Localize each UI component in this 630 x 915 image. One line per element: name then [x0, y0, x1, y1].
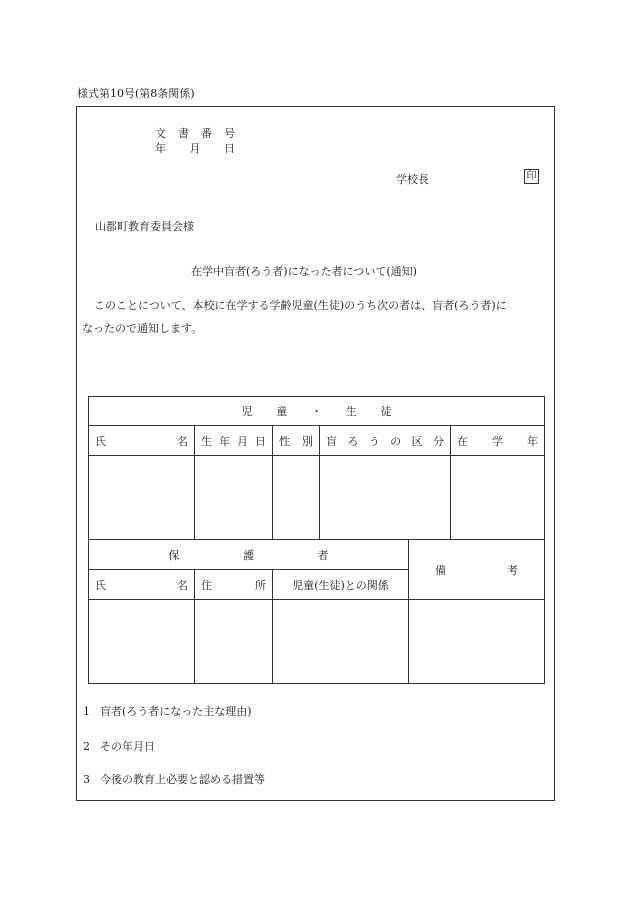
column-disability-type: 盲 ろ う の 区 分 [320, 426, 451, 456]
guardian-cell-name[interactable] [89, 600, 195, 684]
guardian-cell-relationship[interactable] [273, 600, 409, 684]
guardian-column-address: 住 所 [195, 570, 273, 600]
column-gender: 性 別 [273, 426, 320, 456]
guardian-column-name: 氏 名 [89, 570, 195, 600]
body-text-line1: このことについて、本校に在学する学齢児童(生徒)のうち次の者は、盲者(ろう者)に [94, 299, 507, 312]
cell-name[interactable] [89, 456, 195, 540]
guardian-table [88, 539, 545, 684]
guardian-cell-address[interactable] [195, 600, 273, 684]
addressee: 山都町教育委員会様 [95, 220, 194, 233]
document-number-label: 文 書 番 号 [155, 127, 235, 140]
seal-box: 印 [524, 169, 539, 184]
student-table [88, 396, 545, 540]
note-1: 1 盲者(ろう者になった主な理由) [83, 705, 252, 718]
cell-gender[interactable] [273, 456, 320, 540]
student-header: 児 童 ・ 生 徒 [89, 397, 545, 426]
remarks-header: 備 考 [409, 540, 545, 600]
cell-grade[interactable] [451, 456, 545, 540]
column-name: 氏 名 [89, 426, 195, 456]
guardian-column-relationship: 児童(生徒)との関係 [273, 570, 409, 600]
guardian-header: 保 護 者 [89, 540, 409, 570]
date-label: 年 月 日 [155, 142, 235, 155]
column-grade: 在 学 年 [451, 426, 545, 456]
remarks-cell[interactable] [409, 600, 545, 684]
principal-label: 学校長 [396, 173, 429, 186]
cell-disability-type[interactable] [320, 456, 451, 540]
note-3: 3 今後の教育上必要と認める措置等 [83, 773, 265, 786]
document-title: 在学中盲者(ろう者)になった者について(通知) [191, 265, 417, 278]
form-number-label: 様式第10号(第8条関係) [77, 87, 195, 100]
note-2: 2 その年月日 [83, 740, 155, 753]
cell-birthdate[interactable] [195, 456, 273, 540]
body-text-line2: なったので通知します。 [82, 322, 203, 335]
column-birthdate: 生 年 月 日 [195, 426, 273, 456]
